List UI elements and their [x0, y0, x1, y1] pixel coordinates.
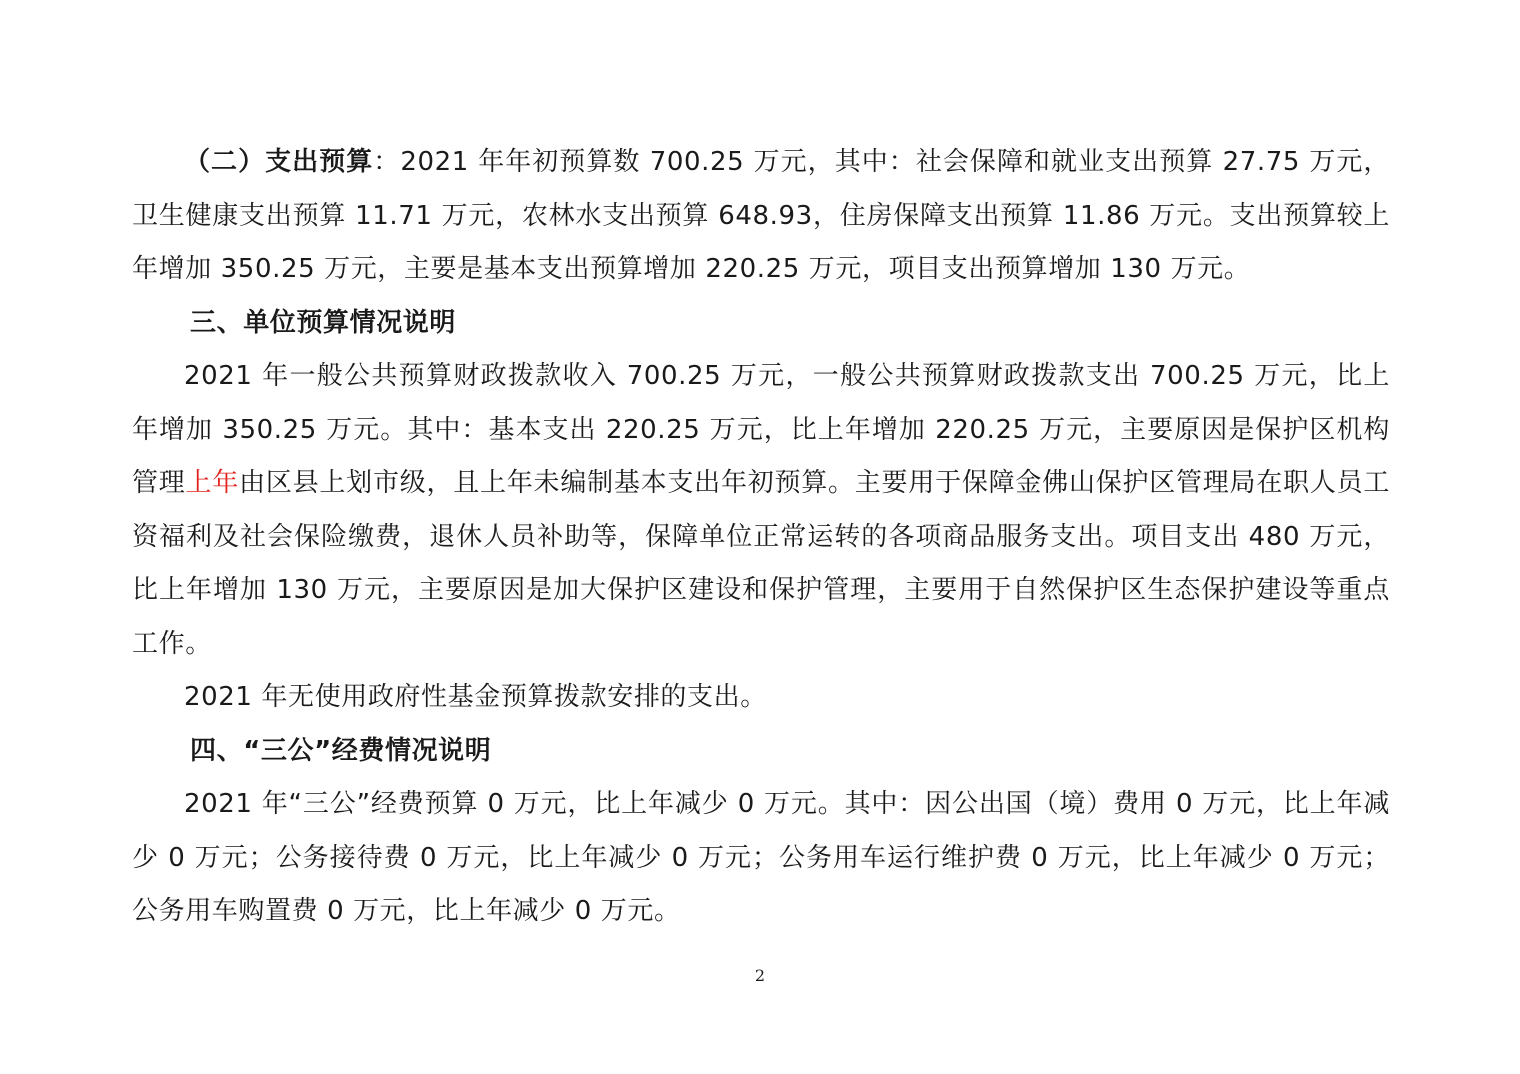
expense-budget-paragraph — [132, 136, 1390, 297]
highlighted-text: 上年 — [185, 468, 240, 498]
page-number: 2 — [754, 966, 766, 985]
document-body — [132, 136, 1390, 939]
section-heading-three-public: 四、“三公”经费情况说明 — [190, 735, 492, 766]
government-fund-paragraph: 2021 年无使用政府性基金预算拨款安排的支出。 — [184, 682, 767, 712]
expense-budget-label: （二）支出预算 — [184, 147, 374, 177]
unit-budget-paragraph — [132, 350, 1390, 671]
expense-budget-text: ：2021 年年初预算数 700.25 万元，其中：社会保障和就业支出预算 27.75 万元，卫生健康支出预算 11.71 万元，农林水支出预算 648.93，住房保障支出预算 11.86 万元。支出预算较上年增加 350.25 万元，主要是基本支出预算增加 220.25 万元，项目支出预算增加 130 万元。 — [132, 147, 1390, 284]
three-public-paragraph: 2021 年“三公”经费预算 0 万元，比上年减少 0 万元。其中：因公出国（境）费用 0 万元，比上年减少 0 万元；公务接待费 0 万元，比上年减少 0 万元；公务用车运行维护费 0 万元，比上年减少 0 万元；公务用车购置费 0 万元，比上年减少 0 万元。 — [132, 789, 1390, 926]
unit-budget-text-start: 2021 年一般公共预算财政拨款收入 700.25 万元，一般公共预算财政拨款支出 700.25 万元，比上年增加 350.25 万元。其中：基本支出 220.25 万元，比上年增加 220.25 万元，主要原因是保护区机构管理 — [132, 361, 1390, 498]
section-heading-unit-budget: 三、单位预算情况说明 — [190, 307, 457, 338]
unit-budget-text-end: 由区县上划市级，且上年未编制基本支出年初预算。主要用于保障金佛山保护区管理局在职人员工资福利及社会保险缴费，退休人员补助等，保障单位正常运转的各项商品服务支出。项目支出 480 万元，比上年增加 130 万元，主要原因是加大保护区建设和保护管理，主要用于自然保护区生态保护建设等重点工作。 — [132, 468, 1390, 659]
